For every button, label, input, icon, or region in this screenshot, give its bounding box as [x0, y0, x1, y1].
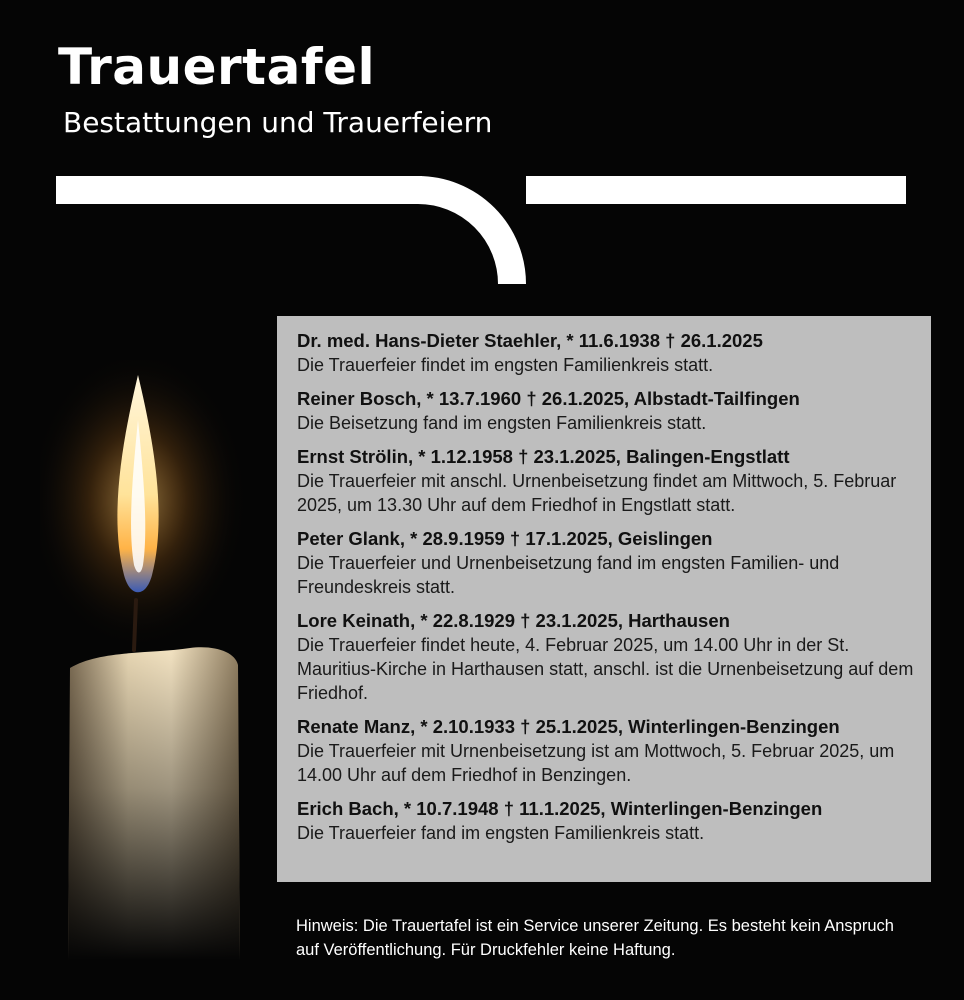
- entry-heading: Lore Keinath, * 22.8.1929 † 23.1.2025, Harthausen: [297, 610, 730, 631]
- page-subtitle: Bestattungen und Trauerfeiern: [63, 106, 493, 139]
- notice-entry: [297, 527, 917, 599]
- entry-text: Die Trauerfeier findet heute, 4. Februar 2025, um 14.00 Uhr in der St. Mauritius-Kirche in Harthausen statt, anschl. ist die Urnenbeisetzung auf dem Friedhof.: [297, 635, 914, 703]
- notice-entry: [297, 609, 917, 705]
- notice-entry: [297, 715, 917, 787]
- notice-entry: [297, 797, 917, 845]
- divider-curve: [418, 176, 526, 284]
- entry-text: Die Beisetzung fand im engsten Familienkreis statt.: [297, 413, 707, 433]
- page-title: Trauertafel: [58, 38, 376, 96]
- divider-bar-left: [56, 176, 422, 204]
- notice-entry: [297, 445, 917, 517]
- disclaimer-note: Hinweis: Die Trauertafel ist ein Service unserer Zeitung. Es besteht kein Anspruch auf Veröffentlichung. Für Druckfehler keine Haftung.: [296, 917, 894, 959]
- entry-text: Die Trauerfeier findet im engsten Familienkreis statt.: [297, 355, 714, 375]
- notice-panel: [277, 316, 931, 882]
- entry-heading: Dr. med. Hans-Dieter Staehler, * 11.6.1938 † 26.1.2025: [297, 330, 763, 351]
- entry-heading: Erich Bach, * 10.7.1948 † 11.1.2025, Winterlingen-Benzingen: [297, 798, 823, 819]
- entry-text: Die Trauerfeier fand im engsten Familienkreis statt.: [297, 823, 705, 843]
- divider-bar-right: [526, 176, 906, 204]
- entry-heading: Renate Manz, * 2.10.1933 † 25.1.2025, Winterlingen-Benzingen: [297, 716, 840, 737]
- entry-text: Die Trauerfeier mit Urnenbeisetzung ist am Mottwoch, 5. Februar 2025, um 14.00 Uhr auf dem Friedhof in Benzingen.: [297, 741, 895, 785]
- entry-text: Die Trauerfeier und Urnenbeisetzung fand im engsten Familien- und Freundeskreis statt.: [297, 553, 840, 597]
- entry-heading: Reiner Bosch, * 13.7.1960 † 26.1.2025, Albstadt-Tailfingen: [297, 388, 800, 409]
- entry-text: Die Trauerfeier mit anschl. Urnenbeisetzung findet am Mittwoch, 5. Februar 2025, um 13.30 Uhr auf dem Friedhof in Engstlatt statt.: [297, 471, 897, 515]
- notice-entry: [297, 387, 917, 435]
- candle-icon: [40, 360, 270, 960]
- notice-entry: [297, 329, 917, 377]
- entry-heading: Peter Glank, * 28.9.1959 † 17.1.2025, Geislingen: [297, 528, 713, 549]
- entry-heading: Ernst Strölin, * 1.12.1958 † 23.1.2025, Balingen-Engstlatt: [297, 446, 790, 467]
